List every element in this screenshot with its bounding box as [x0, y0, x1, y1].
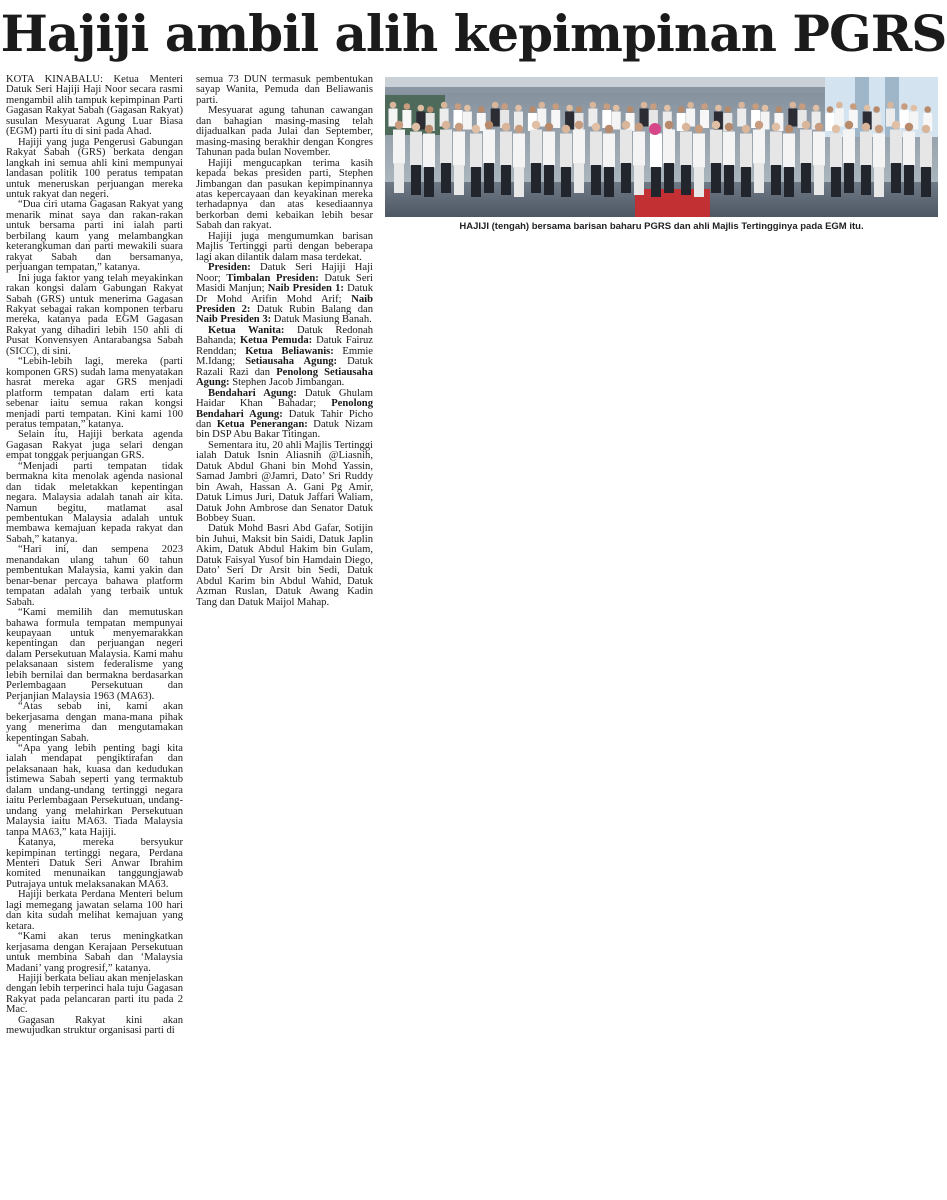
person-head: [682, 123, 690, 131]
person-head: [850, 103, 857, 110]
person-head: [799, 103, 806, 110]
person-head: [515, 105, 522, 112]
person-head: [613, 105, 620, 112]
person-body: [890, 130, 902, 164]
person-head: [742, 125, 750, 133]
person-body: [830, 134, 842, 168]
group-photo-illustration: [385, 77, 938, 217]
person-head: [725, 123, 733, 131]
person-head: [887, 102, 894, 109]
person-legs: [574, 163, 584, 193]
person-legs: [454, 165, 464, 195]
person-legs: [621, 163, 631, 193]
person-head: [485, 121, 493, 129]
person-head: [911, 105, 918, 112]
person-body: [483, 130, 495, 164]
person-legs: [544, 165, 554, 195]
person-legs: [501, 165, 511, 195]
person-legs: [591, 165, 601, 195]
person-head: [752, 103, 759, 110]
person-body: [740, 134, 752, 168]
person-head: [785, 125, 793, 133]
person-head: [641, 102, 648, 109]
person-legs: [694, 167, 704, 197]
person-body: [393, 130, 405, 164]
person-head: [813, 105, 820, 112]
paragraph: Selain itu, Hajiji berkata agenda Gagasan Rakyat juga selari dengan empat tonggak perjuangan GRS.: [6, 429, 183, 462]
person-body: [573, 130, 585, 164]
paragraph: “Lebih-lebih lagi, mereka (parti komponen GRS) sudah lama menyatakan hasrat mereka agar GRS menjadi platform tempatan dalam erti kata sebenar iaitu semua rakan kongsi menjadi parti tempatan. Kini kami 100 peratus tempatan,” katanya.: [6, 356, 183, 430]
person-body: [788, 109, 797, 127]
person-body: [753, 130, 765, 164]
person-body: [710, 130, 722, 164]
person-body: [650, 134, 662, 168]
paragraph: “Apa yang lebih penting bagi kita ialah mendapat pengiktirafan dan pelaksanaan hak, kuasa dan kedudukan istimewa Sabah seperti yang termaktub dalam undang-undang tertinggi negara iaitu Perlembagaan Persekutuan, undang-undang yang melahirkan Persekutuan Malaysia iaitu MA63. Tiada Malaysia tanpa MA63,” kata Hajiji.: [6, 743, 183, 838]
person-head: [455, 123, 463, 131]
person-body: [500, 132, 512, 166]
person-legs: [424, 167, 434, 197]
person-legs: [514, 167, 524, 197]
paragraph: Mesyuarat agung tahunan cawangan dan bahagian masing-masing telah dijadualkan pada Julai dan September, masing-masing berakhir dengan Kongres Tahunan pada bulan November.: [196, 105, 373, 159]
person-body: [513, 134, 525, 168]
person-legs: [411, 165, 421, 195]
photo-caption: HAJIJI (tengah) bersama barisan baharu PGRS dan ahli Majlis Tertingginya pada EGM itu.: [459, 221, 864, 232]
person-head: [635, 123, 643, 131]
person-body: [440, 130, 452, 164]
person-body: [410, 132, 422, 166]
paragraph: Hajiji yang juga Pengerusi Gabungan Rakyat Sabah (GRS) berkata dengan langkah ini semua ahli kini mempunyai landasan politik 100 peratus tempatan untuk meneruskan perjuangan mereka untuk rakyat dan negeri.: [6, 136, 183, 200]
person-body: [903, 132, 915, 166]
person-headscarf: [649, 123, 661, 135]
person-head: [592, 123, 600, 131]
paragraph: Katanya, mereka bersyukur kepimpinan tertinggi negara, Perdana Menteri Datuk Seri Anwar Ibrahim komited menunaikan tanggungjawab Putrajaya untuk melaksanakan MA63.: [6, 837, 183, 890]
person-head: [464, 105, 471, 112]
person-body: [463, 112, 472, 130]
paragraph: “Kami akan terus meningkatkan kerjasama dengan Kerajaan Persekutuan untuk membina Sabah dan ‘Malaysia Madani’ yang progresif,” katanya.: [6, 931, 183, 974]
person-legs: [604, 167, 614, 197]
person-body: [423, 134, 435, 168]
person-head: [515, 125, 523, 133]
person-body: [835, 109, 844, 127]
person-legs: [741, 167, 751, 197]
person-body: [860, 132, 872, 166]
person-body: [783, 134, 795, 168]
person-head: [678, 106, 685, 113]
person-legs: [921, 167, 931, 197]
person-head: [441, 102, 448, 109]
person-body: [620, 130, 632, 164]
paragraph: Hajiji berkata Perdana Menteri belum lagi memegang jawatan selama 100 hari dan kita sudah melihat kemajuan yang ketara.: [6, 889, 183, 932]
person-head: [545, 123, 553, 131]
person-legs: [561, 167, 571, 197]
article-column-1: [6, 75, 183, 1037]
person-head: [862, 123, 870, 131]
person-head: [924, 106, 931, 113]
person-head: [772, 123, 780, 131]
person-body: [680, 132, 692, 166]
person-head: [738, 102, 745, 109]
person-body: [813, 132, 825, 166]
person-legs: [861, 165, 871, 195]
person-legs: [681, 165, 691, 195]
person-legs: [754, 163, 764, 193]
person-legs: [831, 167, 841, 197]
person-legs: [724, 165, 734, 195]
person-head: [627, 106, 634, 113]
person-legs: [844, 163, 854, 193]
person-head: [622, 121, 630, 129]
paragraph: semua 73 DUN termasuk pembentukan sayap Wanita, Pemuda dan Beliawanis parti.: [196, 74, 373, 106]
group-photo: [385, 77, 938, 217]
person-body: [920, 134, 932, 168]
person-legs: [814, 165, 824, 195]
person-head: [501, 103, 508, 110]
person-head: [701, 103, 708, 110]
paragraph: Hajiji mengucapkan terima kasih kepada bekas presiden parti, Stephen Jimbangan dan pasukan kepimpinannya atas kepercayaan dan keyakinan mereka terhadapnya dan atas kesediaannya berkorban demi kebaikan lebih besar Sabah dan rakyat.: [196, 157, 373, 232]
person-head: [802, 121, 810, 129]
lineup-paragraph-2: Ketua Wanita: Datuk Redonah Bahanda; Ketua Pemuda: Datuk Fairuz Renddan; Ketua Beliawanis: Emmie M.Idang; Setiausaha Agung: Datuk Razali Razi dan Penolong Setiausaha Agung: Stephen Jacob Jimbangan.: [196, 324, 374, 389]
person-head: [576, 106, 583, 113]
person-body: [693, 134, 705, 168]
dateline: KOTA KINABALU:: [6, 74, 103, 85]
person-head: [425, 125, 433, 133]
person-head: [790, 102, 797, 109]
person-legs: [711, 163, 721, 193]
person-head: [762, 105, 769, 112]
person-body: [603, 134, 615, 168]
person-head: [529, 106, 536, 113]
person-head: [827, 106, 834, 113]
person-body: [700, 110, 709, 128]
paragraph: “Atas sebab ini, kami akan bekerjasama dengan mana-mana pihak yang menerima dan mengutamakan kepentingan Sabah.: [6, 701, 183, 744]
person-legs: [874, 167, 884, 197]
lineup-paragraph-1: Presiden: Datuk Seri Hajiji Haji Noor; Timbalan Presiden: Datuk Seri Masidi Manjun; Naib Presiden 1: Datuk Dr Mohd Arifin Mohd Arif; Naib Presiden 2: Datuk Rubin Balang dan Naib Presiden 3: Datuk Masiung Banah.: [196, 262, 373, 326]
person-head: [695, 125, 703, 133]
person-legs: [771, 165, 781, 195]
lead-paragraph: KOTA KINABALU: Ketua Menteri Datuk Seri Hajiji Haji Noor secara rasmi mengambil alih tampuk kepimpinan Parti Gagasan Rakyat Sabah (Gagasan Rakyat) susulan Mesyuarat Agung Luar Biasa (EGM) parti itu di sini pada Ahad.: [6, 74, 183, 138]
person-body: [800, 130, 812, 164]
person-legs: [784, 167, 794, 197]
person-head: [442, 121, 450, 129]
person-head: [873, 106, 880, 113]
person-body: [612, 112, 621, 130]
person-body: [453, 132, 465, 166]
person-head: [901, 103, 908, 110]
person-legs: [801, 163, 811, 193]
person-head: [665, 121, 673, 129]
person-head: [492, 102, 499, 109]
person-legs: [441, 163, 451, 193]
person-body: [402, 110, 411, 128]
paragraph: Gagasan Rakyat kini akan mewujudkan struktur organisasi parti di: [6, 1014, 183, 1037]
person-legs: [484, 163, 494, 193]
person-head: [455, 103, 462, 110]
person-body: [530, 130, 542, 164]
person-head: [922, 125, 930, 133]
person-head: [725, 106, 732, 113]
paragraph: Hajiji juga mengumumkan barisan Majlis Tertinggi parti dengan beberapa lagi akan dilantik dalam masa terdekat.: [196, 230, 373, 263]
person-head: [650, 103, 657, 110]
person-head: [418, 105, 425, 112]
person-head: [390, 102, 397, 109]
paragraph: “Hari ini, dan sempena 2023 menandakan ulang tahun 60 tahun pembentukan Malaysia, kami yakin dan benar-benar percaya bahawa platform tempatan adalah yang terbaik untuk Sabah.: [6, 544, 183, 608]
person-legs: [471, 167, 481, 197]
person-body: [470, 134, 482, 168]
paragraph: “Kami memilih dan memutuskan bahawa formula tempatan mempunyai keupayaan untuk menyemarakkan kepentingan dan perjuangan negeri dalam Persekutuan Malaysia. Kami mahu pelaksanaan sistem federalisme yang lebih bernilai dan bermakna berdasarkan Perlembagaan Persekutuan dan Perjanjian Malaysia 1963 (MA63).: [6, 607, 183, 702]
headline: Hajiji ambil alih kepimpinan PGRS: [0, 4, 947, 63]
person-head: [864, 105, 871, 112]
person-body: [723, 132, 735, 166]
person-head: [478, 106, 485, 113]
paragraph: “Dua ciri utama Gagasan Rakyat yang menarik minat saya dan rakan-rakan untuk bersama parti ini ialah parti berbilang kaum yang melambangkan keterangkuman dan parti mewakili suara rakyat Sabah dan bersamanya, perjuangan tempatan,” katanya.: [6, 199, 183, 274]
person-head: [575, 121, 583, 129]
person-legs: [904, 165, 914, 195]
person-head: [712, 121, 720, 129]
person-head: [566, 105, 573, 112]
person-body: [543, 132, 555, 166]
person-head: [605, 125, 613, 133]
person-legs: [651, 167, 661, 197]
paragraph: Hajiji berkata beliau akan menjelaskan dengan lebih terperinci hala tuju Gagasan Rakyat pada pelancaran parti itu pada 2 Mac.: [6, 972, 183, 1016]
person-head: [412, 123, 420, 131]
person-body: [843, 130, 855, 164]
person-legs: [531, 163, 541, 193]
person-head: [552, 103, 559, 110]
person-legs: [891, 163, 901, 193]
person-head: [427, 106, 434, 113]
person-body: [560, 134, 572, 168]
person-legs: [394, 163, 404, 193]
person-body: [770, 132, 782, 166]
paragraph: “Menjadi parti tempatan tidak bermakna kita menolak agenda nasional dan tidak meletakkan kepentingan negara. Malaysia adalah tanah air kita. Namun begitu, matlamat asal pembentukan Malaysia adalah untuk membawa kemajuan kepada rakyat dan Sabah,” katanya.: [6, 460, 183, 545]
person-body: [590, 132, 602, 166]
paragraph: Ini juga faktor yang telah meyakinkan rakan kongsi dalam Gabungan Rakyat Sabah (GRS) untuk menerima Gagasan Rakyat sebagai rakan komponen terbaru mereka, katanya pada EGM Gagasan Rakyat yang dihadiri lebih 150 ahli di Pusat Konvensyen Antarabangsa Sabah (SICC), di sini.: [6, 272, 183, 357]
person-head: [892, 121, 900, 129]
person-body: [633, 132, 645, 166]
person-head: [905, 123, 913, 131]
person-head: [845, 121, 853, 129]
person-head: [815, 123, 823, 131]
person-head: [472, 125, 480, 133]
person-head: [404, 103, 411, 110]
person-head: [590, 102, 597, 109]
person-head: [395, 121, 403, 129]
person-legs: [634, 165, 644, 195]
person-head: [664, 105, 671, 112]
person-head: [832, 125, 840, 133]
person-head: [755, 121, 763, 129]
person-head: [532, 121, 540, 129]
person-head: [776, 106, 783, 113]
person-head: [875, 125, 883, 133]
paragraph: Sementara itu, 20 ahli Majlis Tertinggi ialah Datuk Isnin Aliasnih @Liasnih, Datuk Abdul Ghani bin Mohd Yassin, Samad Jambri @Jamri, Dato’ Sri Ruddy bin Awah, Hassan A. Gani Pg Amir, Datuk Limus Juri, Datuk Jaffari Waliam, Datuk John Ambrose dan Senator Datuk Bobbey Suan.: [196, 439, 373, 525]
person-legs: [664, 163, 674, 193]
article-column-2: [196, 75, 373, 608]
lineup-paragraph-3: Bendahari Agung: Datuk Ghulam Haidar Khan Bahadar; Penolong Bendahari Agung: Datuk Tahir Picho dan Ketua Penerangan: Datuk Nizam bin DSP Abu Bakar Titingan.: [196, 387, 373, 441]
person-body: [873, 134, 885, 168]
person-body: [737, 109, 746, 127]
paragraph: Datuk Mohd Basri Abd Gafar, Sotijin bin Juhui, Maksit bin Saidi, Datuk Japlin Akim, Datuk Abdul Hakim bin Gulam, Datuk Faisyal Yusof bin Hamdain Diego, Dato’ Seri Dr Arsit bin Sedi, Datuk Abdul Karim bin Abdul Wahid, Datuk Azman Ruslan, Datuk Awang Kadin Tang dan Datuk Maijol Mahap.: [196, 523, 373, 608]
person-head: [715, 105, 722, 112]
person-head: [687, 102, 694, 109]
person-head: [604, 103, 611, 110]
person-head: [836, 102, 843, 109]
person-head: [562, 125, 570, 133]
person-body: [663, 130, 675, 164]
person-head: [502, 123, 510, 131]
person-head: [539, 102, 546, 109]
